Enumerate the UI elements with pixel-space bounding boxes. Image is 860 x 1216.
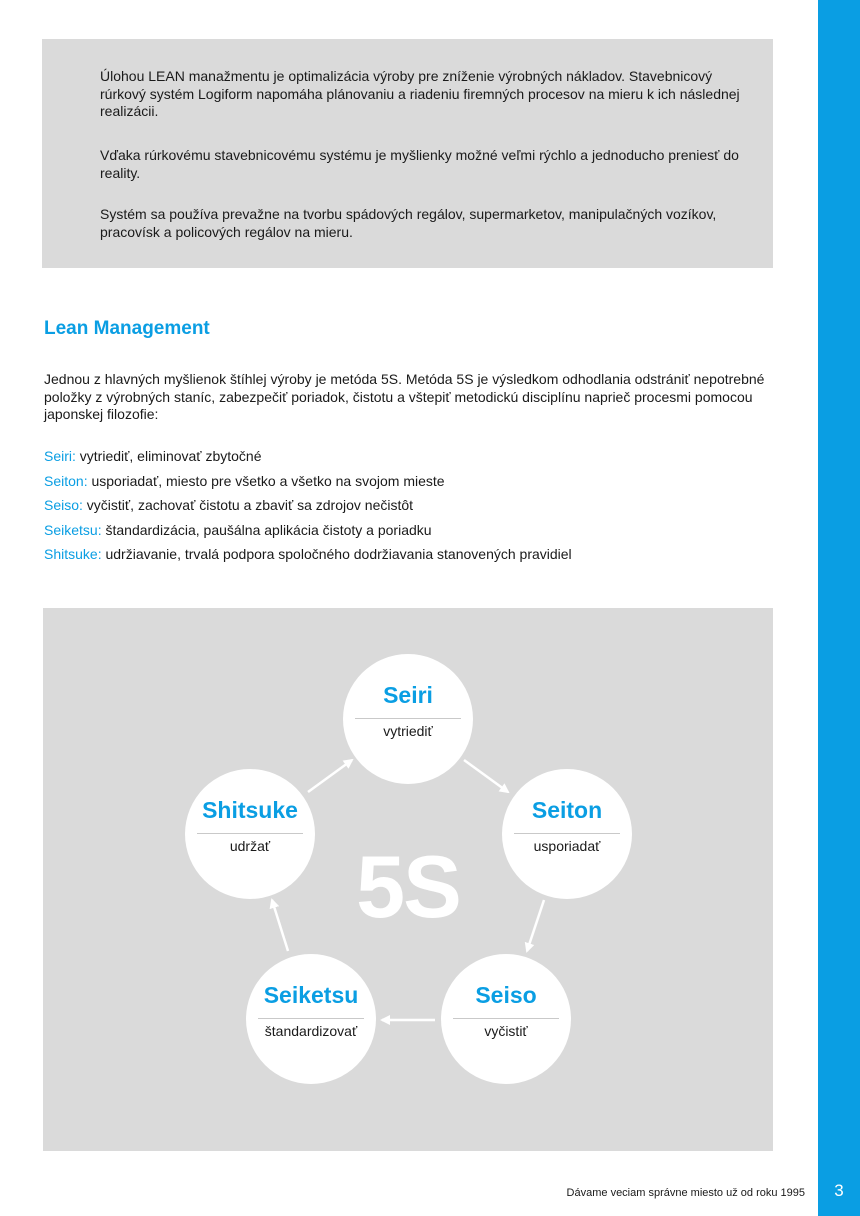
diagram-center-label: 5S xyxy=(356,837,460,936)
intro-paragraph: Úlohou LEAN manažmentu je optimalizácia výroby pre zníženie výrobných nákladov. Stavebnicový rúrkový systém Logiform napomáha plánovaniu a riadeniu firemných procesov na mieru k ich následnej realizácii. xyxy=(100,68,740,119)
step-shitsuke xyxy=(185,769,315,899)
list-term: Seiton: xyxy=(44,472,88,489)
list-desc: usporiadať, miesto pre všetko a všetko na svojom mieste xyxy=(87,472,445,489)
step-subtitle: štandardizovať xyxy=(264,1023,358,1039)
section-heading: Lean Management xyxy=(44,318,210,339)
section-lead: Jednou z hlavných myšlienok štíhlej výroby je metóda 5S. Metóda 5S je výsledkom odhodlania odstrániť nepotrebné položky z výrobných staníc, zabezpečiť poriadok, čistotu a vštepiť metodickú disciplínu naprieč procesmi pomocou japonskej filozofie: xyxy=(44,371,765,422)
step-seiso xyxy=(441,954,571,1084)
step-subtitle: vyčistiť xyxy=(484,1023,528,1039)
five-s-diagram xyxy=(43,608,773,1151)
list-term: Seiketsu: xyxy=(44,521,102,538)
list-term: Seiri: xyxy=(44,448,76,464)
arrow-seiton-to-seiso xyxy=(527,900,544,951)
list-term: Seiso: xyxy=(44,497,83,513)
step-divider xyxy=(514,833,620,834)
list-item xyxy=(44,471,572,496)
step-title: Seiri xyxy=(383,682,433,708)
list-term: Shitsuke: xyxy=(44,546,102,562)
list-item xyxy=(44,544,572,569)
step-divider xyxy=(258,1018,364,1019)
step-seiri xyxy=(343,654,473,784)
step-title: Shitsuke xyxy=(202,797,298,823)
intro-panel xyxy=(42,39,773,268)
arrow-seiri-to-seiton xyxy=(464,760,508,792)
list-desc: vytriediť, eliminovať zbytočné xyxy=(75,448,262,464)
five-s-list xyxy=(44,446,572,569)
intro-paragraph: Systém sa používa prevažne na tvorbu spádových regálov, supermarketov, manipulačných vozíkov, pracovísk a policových regálov na mieru. xyxy=(100,206,717,240)
intro-paragraph: Vďaka rúrkovému stavebnicovému systému je myšlienky možné veľmi rýchlo a jednoducho preniesť do reality. xyxy=(100,147,739,181)
step-subtitle: udržať xyxy=(229,838,271,854)
step-divider xyxy=(197,833,303,834)
list-desc: vyčistiť, zachovať čistotu a zbaviť sa zdrojov nečistôt xyxy=(82,497,414,513)
arrow-shitsuke-to-seiri xyxy=(308,760,352,792)
list-desc: udržiavanie, trvalá podpora spoločného dodržiavania stanovených pravidiel xyxy=(101,546,572,562)
step-subtitle: usporiadať xyxy=(533,838,601,854)
page-number: 3 xyxy=(834,1181,844,1200)
step-subtitle: vytriediť xyxy=(383,723,433,739)
list-desc: štandardizácia, paušálna aplikácia čistoty a poriadku xyxy=(101,521,432,538)
step-title: Seiton xyxy=(531,797,603,823)
arrow-seiketsu-to-shitsuke xyxy=(272,900,288,951)
step-divider xyxy=(355,718,461,719)
page-side-bar xyxy=(818,0,860,1216)
step-seiton xyxy=(502,769,632,899)
step-seiketsu xyxy=(246,954,376,1084)
list-item xyxy=(44,446,572,471)
step-divider xyxy=(453,1018,559,1019)
footer-tagline: Dávame veciam správne miesto už od roku 1995 xyxy=(566,1187,805,1199)
list-item xyxy=(44,520,572,545)
step-title: Seiso xyxy=(475,982,537,1008)
list-item xyxy=(44,495,572,520)
step-title: Seiketsu xyxy=(263,982,359,1008)
